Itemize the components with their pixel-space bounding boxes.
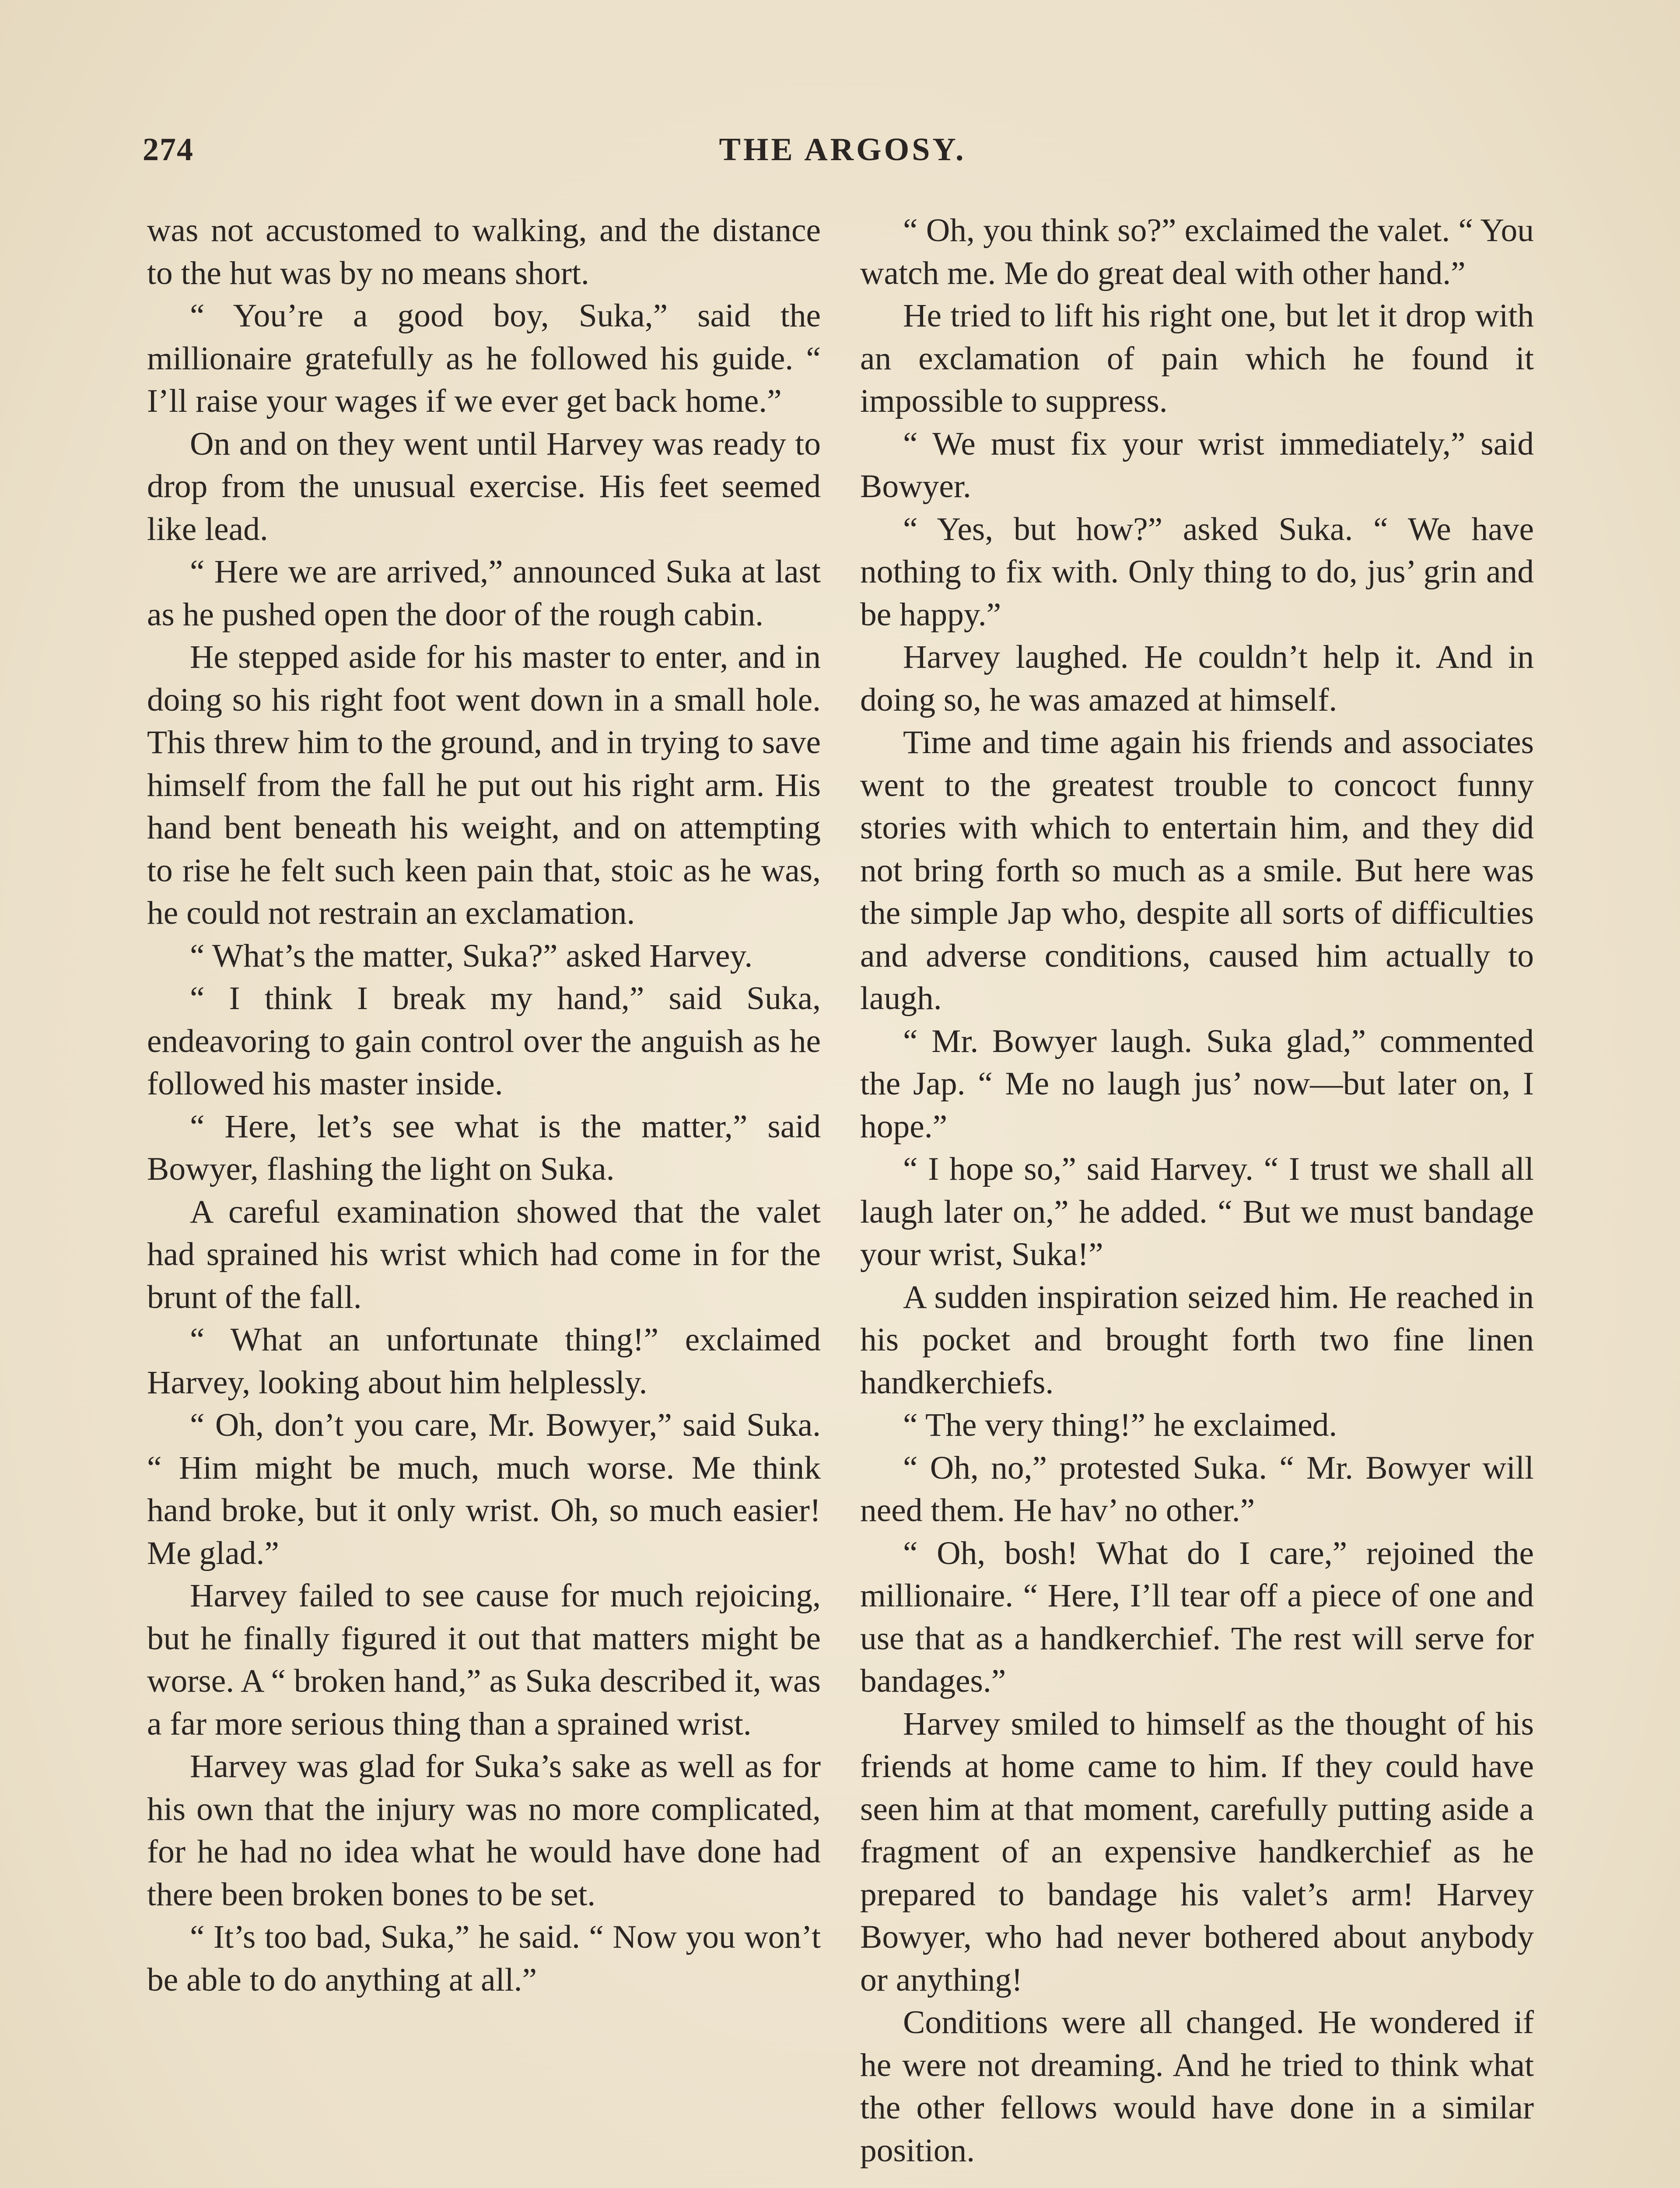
page-header (143, 131, 1543, 184)
paragraph: Harvey failed to see cause for much rejoicing, but he finally figured it out that matters might be worse. A “ broken hand,” as Suka described it, was a far more serious thing than a sprained wrist. (147, 1578, 821, 1742)
paragraph: “ Yes, but how?” asked Suka. “ We have nothing to fix with. Only thing to do, jus’ grin and be happy.” (860, 511, 1534, 633)
paragraph: Harvey smiled to himself as the thought of his friends at home came to him. If they could have seen him at that moment, carefully putting aside a fragment of an expensive handkerchief as he prepared to bandage his valet’s arm! Harvey Bowyer, who had never bothered about anybody or anything! (860, 1705, 1534, 1998)
paragraph: “ The very thing!” he exclaimed. (903, 1407, 1337, 1443)
left-column (147, 209, 821, 2001)
paragraph: Conditions were all changed. He wondered if he were not dreaming. And he tried to think what the other fellows would have done in a similar position. (860, 2004, 1534, 2169)
paragraph: A sudden inspiration seized him. He reached in his pocket and brought forth two fine linen handkerchiefs. (860, 1279, 1534, 1401)
paragraph: “ Oh, bosh! What do I care,” rejoined the millionaire. “ Here, I’ll tear off a piece of one and use that as a handkerchief. The rest will serve for bandages.” (860, 1535, 1534, 1699)
paragraph: was not accustomed to walking, and the distance to the hut was by no means short. (147, 212, 821, 291)
paragraph: “ What’s the matter, Suka?” asked Harvey. (190, 937, 753, 974)
running-title: THE ARGOSY. (719, 132, 966, 168)
page-number: 274 (143, 132, 194, 168)
paragraph: “ Oh, don’t you care, Mr. Bowyer,” said Suka. “ Him might be much, much worse. Me think hand broke, but it only wrist. Oh, so much easier! Me glad.” (147, 1407, 821, 1571)
paragraph: “ Oh, you think so?” exclaimed the valet. “ You watch me. Me do great deal with other hand.” (860, 212, 1534, 291)
paragraph: “ It’s too bad, Suka,” he said. “ Now you won’t be able to do anything at all.” (147, 1919, 821, 1998)
paragraph: He stepped aside for his master to enter, and in doing so his right foot went down in a small hole. This threw him to the ground, and in trying to save himself from the fall he put out his right arm. His hand bent beneath his weight, and on attempting to rise he felt such keen pain that, stoic as he was, he could not restrain an exclamation. (147, 639, 821, 931)
paragraph: He tried to lift his right one, but let it drop with an exclamation of pain which he found it impossible to suppress. (860, 298, 1534, 419)
paragraph: “ I think I break my hand,” said Suka, endeavoring to gain control over the anguish as he followed his master inside. (147, 980, 821, 1102)
paragraph: A careful examination showed that the valet had sprained his wrist which had come in for the brunt of the fall. (147, 1193, 821, 1315)
right-column (860, 209, 1534, 2172)
paragraph: “ Here we are arrived,” announced Suka at last as he pushed open the door of the rough cabin. (147, 554, 821, 633)
paragraph: Time and time again his friends and associates went to the greatest trouble to concoct funny stories with which to entertain him, and they did not bring forth so much as a smile. But here was the simple Jap who, despite all sorts of difficulties and adverse conditions, caused him actually to laugh. (860, 724, 1534, 1017)
paragraph: “ We must fix your wrist immediately,” said Bowyer. (860, 425, 1534, 505)
paragraph: “ Oh, no,” protested Suka. “ Mr. Bowyer will need them. He hav’ no other.” (860, 1449, 1534, 1529)
paragraph: “ You’re a good boy, Suka,” said the millionaire gratefully as he followed his guide. “ I’ll raise your wages if we ever get back home.” (147, 298, 821, 419)
paragraph: “ Here, let’s see what is the matter,” said Bowyer, flashing the light on Suka. (147, 1108, 821, 1187)
paragraph: “ Mr. Bowyer laugh. Suka glad,” commented the Jap. “ Me no laugh jus’ now—but later on, I hope.” (860, 1023, 1534, 1145)
paragraph: On and on they went until Harvey was ready to drop from the unusual exercise. His feet seemed like lead. (147, 425, 821, 547)
paragraph: “ I hope so,” said Harvey. “ I trust we shall all laugh later on,” he added. “ But we must bandage your wrist, Suka!” (860, 1151, 1534, 1273)
paragraph: Harvey laughed. He couldn’t help it. And in doing so, he was amazed at himself. (860, 639, 1534, 718)
paragraph: “ What an unfortunate thing!” exclaimed Harvey, looking about him helplessly. (147, 1322, 821, 1401)
paragraph: Harvey was glad for Suka’s sake as well as for his own that the injury was no more complicated, for he had no idea what he would have done had there been broken bones to be set. (147, 1748, 821, 1913)
